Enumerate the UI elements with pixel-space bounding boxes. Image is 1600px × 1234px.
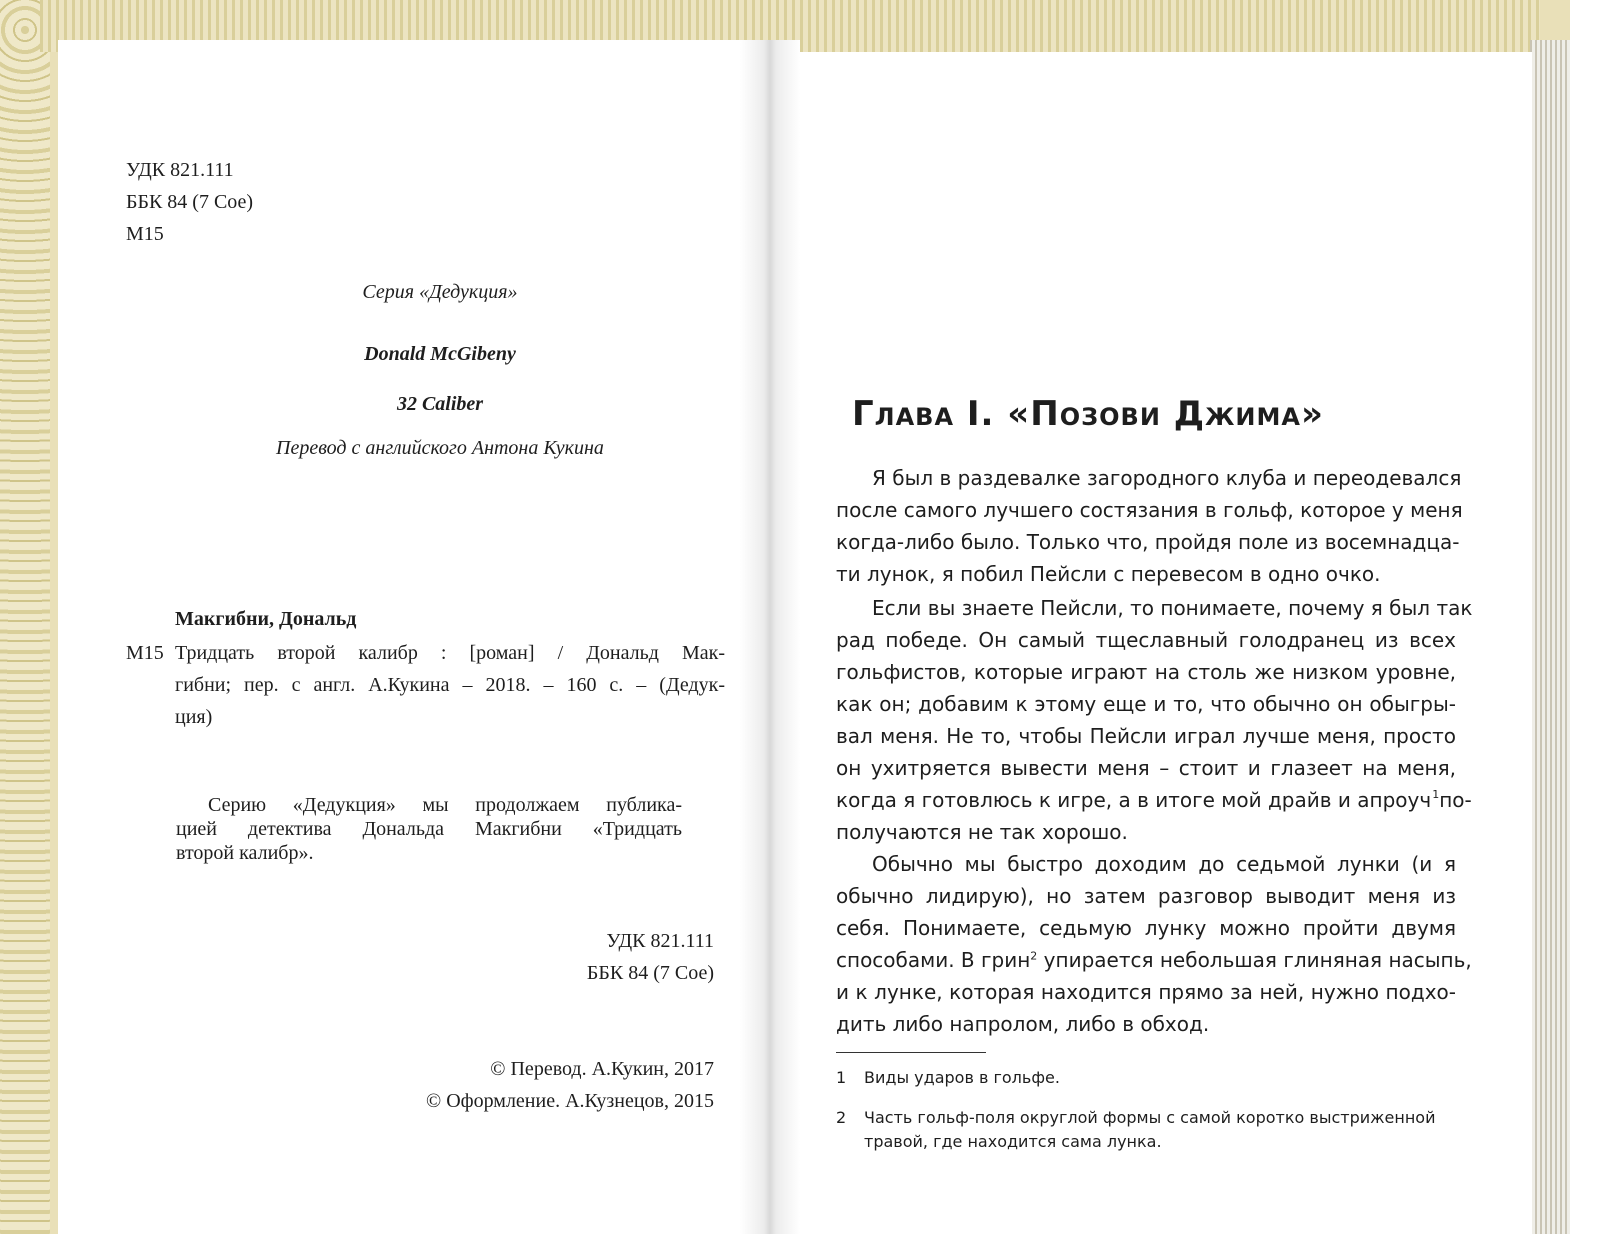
text-line: Я был в раздевалке загородного клуба и переодевался (872, 466, 1462, 490)
udk-code: УДК 821.111 (126, 159, 234, 181)
footnote-text: Часть гольф-поля округлой формы с самой коротко выстриженной (864, 1108, 1436, 1127)
catalog-author-heading: Макгибни, Дональд (175, 608, 357, 630)
text-line: дить либо напролом, либо в обход. (836, 1012, 1210, 1036)
text-line: и к лунке, которая находится прямо за ней, нужно подхо- (836, 980, 1456, 1004)
classification-codes (126, 154, 253, 250)
text-line: обычно лидирую), но затем разговор выводит меня из (836, 884, 1456, 908)
footnote-marker-1[interactable]: 1 (1432, 788, 1440, 801)
text-line (836, 948, 1472, 972)
annotation-line: второй калибр». (176, 842, 314, 864)
bbk-code: ББК 84 (7 Сое) (126, 191, 254, 213)
copyright-design: © Оформление. А.Кузнецов, 2015 (426, 1090, 714, 1112)
footnote-separator (836, 1052, 986, 1053)
text-line: получаются не так хорошо. (836, 820, 1128, 844)
footnote-marker-2[interactable]: 2 (1030, 949, 1038, 963)
footnote-text: травой, где находится сама лунка. (864, 1132, 1162, 1151)
footnote-number: 1 (836, 1068, 847, 1087)
text-line-main: когда я готовлюсь к игре, а в итоге мой драйв и апроуч (836, 788, 1432, 812)
text-line-tail: по- (1439, 788, 1472, 812)
text-line: Обычно мы быстро доходим до седьмой лунки (и я (872, 852, 1456, 876)
catalog-line: гибни; пер. с англ. А.Кукина – 2018. – 160 с. – (Дедук- (175, 674, 725, 696)
cover-ornament (0, 0, 50, 1234)
title-original: 32 Caliber (396, 393, 484, 415)
translation-credit: Перевод с английского Антона Кукина (276, 437, 604, 459)
series-name: Серия «Дедукция» (362, 281, 518, 303)
text-line: когда-либо было. Только что, пройдя поле из восемнадца- (836, 530, 1460, 554)
text-line: Если вы знаете Пейсли, то понимаете, почему я был так (872, 596, 1473, 620)
text-line: после самого лучшего состязания в гольф, которое у меня (836, 498, 1463, 522)
annotation-line: Серию «Дедукция» мы продолжаем публика- (208, 794, 682, 816)
text-line: как он; добавим к этому еще и то, что обычно он обыгры- (836, 692, 1456, 716)
catalog-line: Тридцать второй калибр : [роман] / Дональд Мак- (175, 642, 725, 664)
catalog-line: ция) (175, 706, 213, 728)
bottom-bbk-code: ББК 84 (7 Сое) (586, 962, 714, 984)
author-original: Donald McGibeny (364, 343, 516, 365)
footnote-text: Виды ударов в гольфе. (864, 1068, 1060, 1087)
text-line-rest: упирается небольшая глиняная насыпь, (1043, 948, 1472, 972)
chapter-title: Глава I. «Позови Джима» (852, 394, 1324, 434)
text-line (836, 788, 1472, 812)
text-line: себя. Понимаете, седьмую лунку можно пройти двумя (836, 916, 1456, 940)
text-line: вал меня. Не то, чтобы Пейсли играл лучше меня, просто (836, 724, 1456, 748)
bottom-udk-code: УДК 821.111 (606, 930, 714, 952)
text-line: он ухитряется вывести меня – стоит и глазеет на меня, (836, 756, 1456, 780)
catalog-code: М15 (126, 642, 164, 664)
text-line: гольфистов, которые играют на столь же низком уровне, (836, 660, 1456, 684)
copyright-translation: © Перевод. А.Кукин, 2017 (490, 1058, 714, 1080)
text-line: рад победе. Он самый тщеславный голодранец из всех (836, 628, 1456, 652)
book-gutter (740, 40, 800, 1234)
page-edges (1530, 40, 1570, 1234)
author-sign: М15 (126, 223, 164, 245)
annotation-line: цией детектива Дональда Макгибни «Тридцать (176, 818, 682, 840)
text-line-main: способами. В грин (836, 948, 1031, 972)
footnote-number: 2 (836, 1108, 847, 1127)
text-line: ти лунок, я побил Пейсли с перевесом в одно очко. (836, 562, 1381, 586)
